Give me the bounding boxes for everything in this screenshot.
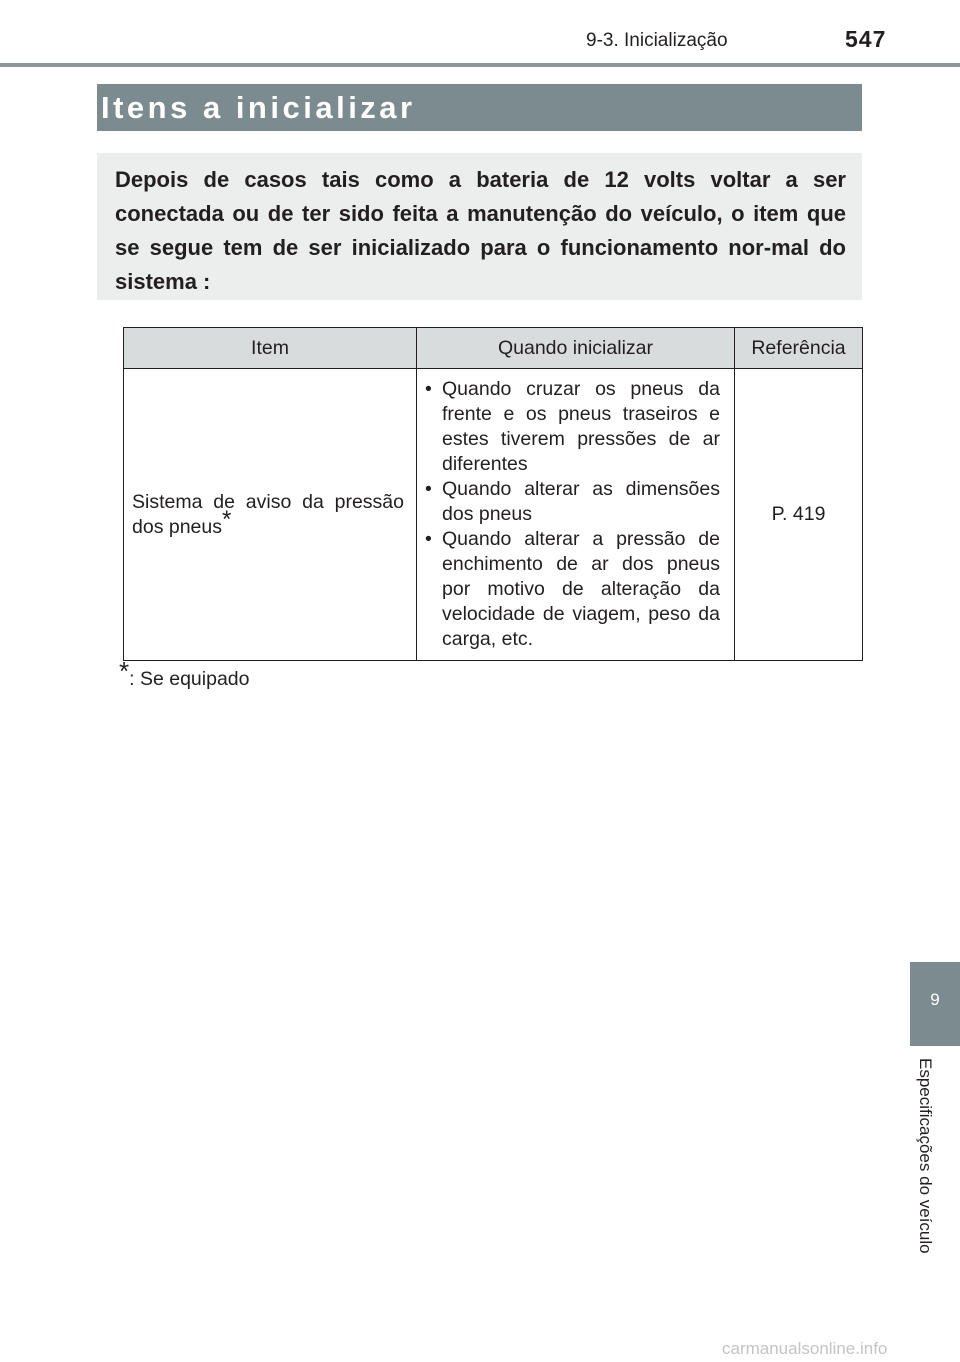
reference-cell: P. 419 [735,369,863,661]
chapter-title: Especificações do veículo [916,1058,935,1254]
footnote-marker: * [119,656,130,686]
section-title-bar [97,84,862,131]
chapter-tab [910,962,960,1046]
column-header-reference: Referência [735,328,863,369]
column-header-item: Item [124,328,417,369]
list-item [425,477,720,527]
item-cell [124,369,417,661]
initialization-table [123,327,863,661]
list-item [425,377,720,477]
header-divider [0,63,960,67]
section-title: Itens a inicializar [101,90,416,125]
chapter-number: 9 [930,990,940,1009]
intro-box [97,153,862,300]
when-list [425,377,720,652]
bullet-icon: • [425,528,432,550]
bullet-icon: • [425,478,432,500]
footnote [119,656,250,691]
when-text: Quando cruzar os pneus da frente e os pneus traseiros e estes tiverem pressões de ar diferentes [442,378,720,475]
when-text: Quando alterar a pressão de enchimento de ar dos pneus por motivo de alteração da velocidade de viagem, peso da carga, etc. [442,528,720,650]
bullet-icon: • [425,378,432,400]
column-header-when: Quando inicializar [417,328,735,369]
footnote-marker: * [222,505,232,533]
item-name: Sistema de aviso da pressão dos pneus [132,490,404,538]
table-row [124,369,863,661]
when-cell [417,369,735,661]
intro-text: Depois de casos tais como a bateria de 12 volts voltar a ser conectada ou de ter sido feita a manutenção do veículo, o item que se segue tem de ser inicializado para o funcionamento nor-mal do sistema : [115,167,846,294]
page-number: 547 [845,26,887,52]
footnote-text: : Se equipado [129,668,250,690]
list-item [425,527,720,652]
watermark: carmanualsonline.info [722,1339,888,1358]
header-section-title: 9-3. Inicialização [586,30,728,51]
when-text: Quando alterar as dimensões dos pneus [442,478,720,525]
table-header-row [124,328,863,369]
